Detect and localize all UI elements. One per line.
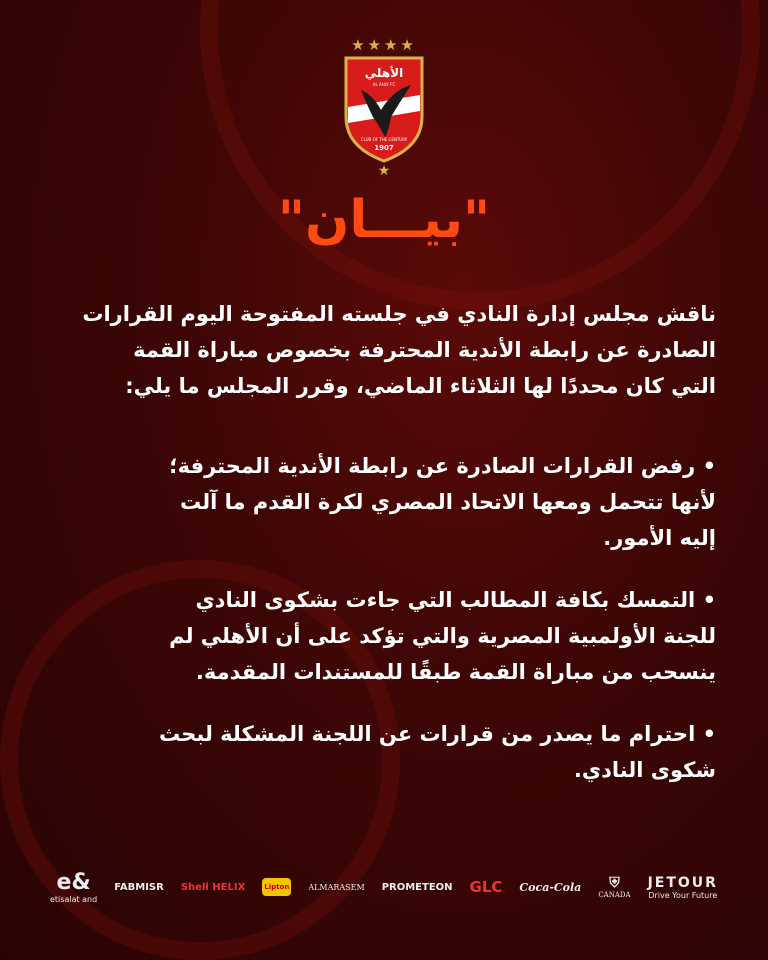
crest-name: AL AHLY FC <box>372 82 396 87</box>
sponsor-coca-cola-name: Coca-Cola <box>519 880 582 894</box>
sponsor-university-canada <box>598 875 630 899</box>
intro-paragraph <box>52 296 716 404</box>
sponsor-etisalat-name: etisalat and <box>50 895 98 904</box>
bullet-line: • رفض القرارات الصادرة عن رابطة الأندية المحترفة؛ <box>169 454 716 478</box>
sponsor-glc <box>470 878 503 896</box>
sponsor-lipton <box>262 878 291 896</box>
sponsor-almarasem-name: ALMARASEM <box>308 882 365 892</box>
bullet-line: للجنة الأولمبية المصرية والتي تؤكد على أن الأهلي لم <box>169 624 716 648</box>
bullet-2 <box>52 582 716 690</box>
bullet-3 <box>52 716 716 788</box>
sponsor-fabmisr <box>114 882 164 893</box>
sponsor-etisalat-mark: e& <box>56 870 91 895</box>
sponsor-prometeon <box>382 882 453 893</box>
intro-line: ناقش مجلس إدارة النادي في جلسته المفتوحة اليوم القرارات <box>82 302 716 326</box>
bullet-line: إليه الأمور. <box>603 526 716 550</box>
sponsor-canada-name: CANADA <box>598 891 631 899</box>
bullet-line: لأنها تتحمل ومعها الاتحاد المصري لكرة القدم ما آلت <box>180 490 716 514</box>
sponsors-bar <box>50 870 718 904</box>
bullet-1 <box>52 448 716 556</box>
sponsor-almarasem <box>308 883 364 892</box>
statement-body <box>52 296 716 788</box>
bullet-line: ينسحب من مباراة القمة طبقًا للمستندات المقدمة. <box>195 660 716 684</box>
sponsor-jetour-slogan: Drive Your Future <box>648 890 718 900</box>
bullet-line: شكوى النادي. <box>573 758 716 782</box>
sponsor-shell-helix <box>181 882 245 893</box>
intro-line: التي كان محددًا لها الثلاثاء الماضي، وقرر المجلس ما يلي: <box>125 374 716 398</box>
sponsor-jetour <box>648 875 718 900</box>
al-ahly-crest-logo <box>343 55 425 163</box>
crest-arabic: الأهلي <box>364 66 404 80</box>
bullet-line: • احترام ما يصدر من قرارات عن اللجنة المشكلة لبحث <box>159 722 716 746</box>
crest-stars: ★★★★ <box>351 36 417 54</box>
intro-line: الصادرة عن رابطة الأندية المحترفة بخصوص مباراة القمة <box>133 338 716 362</box>
crest-year: 1907 <box>374 144 394 152</box>
sponsor-glc-name: GLC <box>469 878 503 896</box>
statement-title: "بيـــان" <box>277 190 491 250</box>
sponsor-coca-cola <box>519 881 581 894</box>
sponsor-fabmisr-name: FABMISR <box>114 881 164 893</box>
bullet-line: • التمسك بكافة المطالب التي جاءت بشكوى النادي <box>195 588 716 612</box>
shield-icon: ⛨ <box>609 875 620 891</box>
sponsor-lipton-name: Lipton <box>262 878 291 896</box>
crest-motto: CLUB OF THE CENTURY <box>360 137 408 142</box>
sponsor-etisalat <box>50 870 97 904</box>
sponsor-jetour-name: JETOUR <box>647 874 718 891</box>
crest-bottom-star: ★ <box>377 163 391 179</box>
sponsor-prometeon-name: PROMETEON <box>381 881 453 893</box>
sponsor-shell-name: Shell HELIX <box>180 881 246 893</box>
